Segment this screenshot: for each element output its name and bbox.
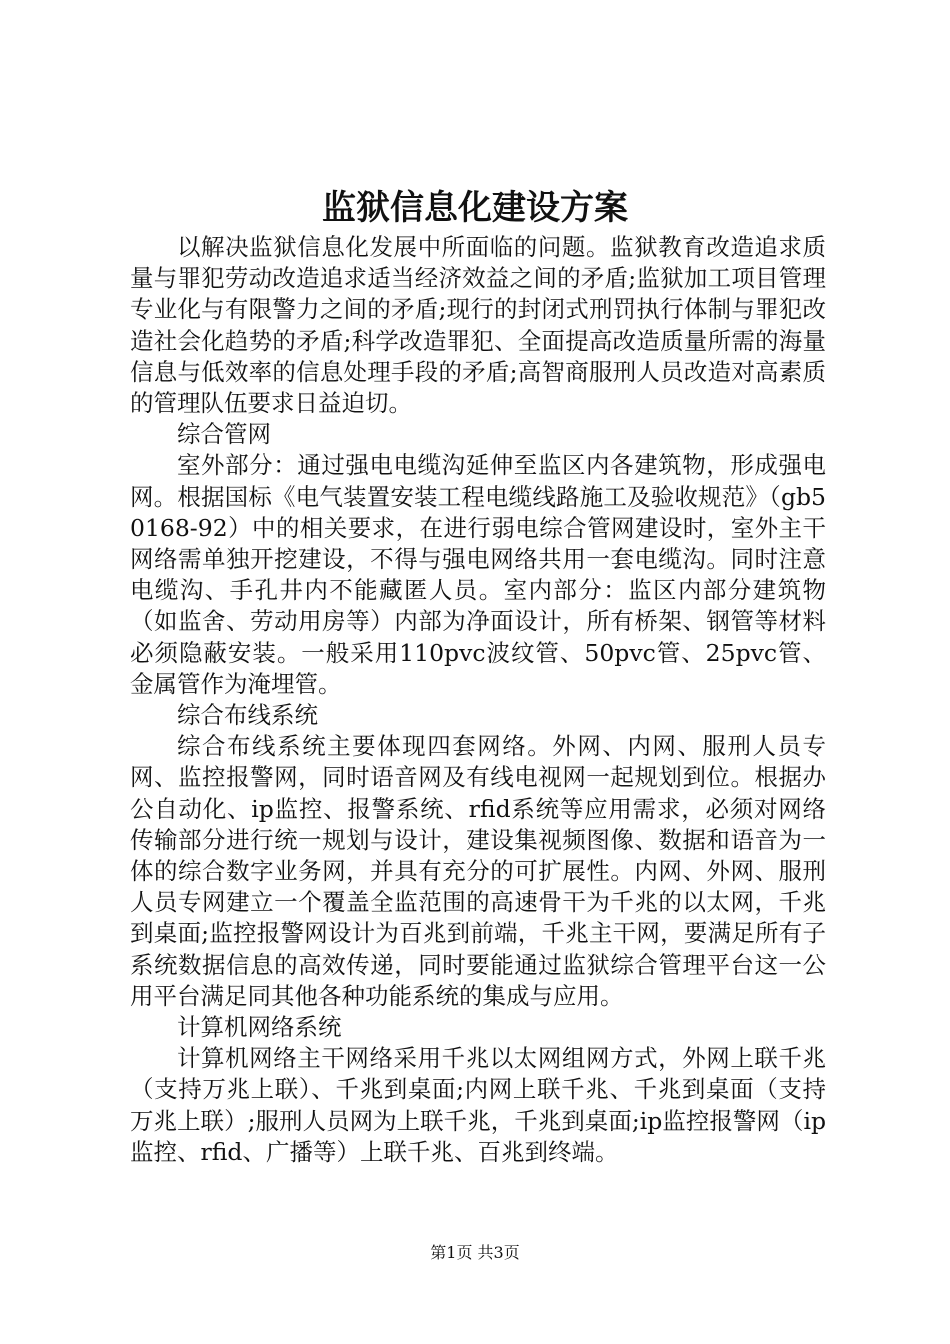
section-heading: 综合管网 [177, 420, 271, 449]
section-heading: 综合布线系统 [177, 701, 318, 730]
document-title: 监狱信息化建设方案 [322, 188, 628, 228]
body-paragraph: 以解决监狱信息化发展中所面临的问题。监狱教育改造追求质量与罪犯劳动改造追求适当经济效益之间的矛盾;监狱加工项目管理专业化与有限警力之间的矛盾;现行的封闭式刑罚执行体制与罪犯改造社会化趋势的矛盾;科学改造罪犯、全面提高改造质量所需的海量信息与低效率的信息处理手段的矛盾;高智商服刑人员改造对高素质的管理队伍要求日益迫切。 [130, 233, 826, 418]
page-number-footer: 第1页 共3页 [430, 1243, 520, 1262]
document-body [130, 232, 826, 1168]
body-paragraph: 室外部分：通过强电电缆沟延伸至监区内各建筑物，形成强电网。根据国标《电气装置安装工程电缆线路施工及验收规范》（gb50168-92）中的相关要求，在进行弱电综合管网建设时，室外主干网络需单独开挖建设，不得与强电网络共用一套电缆沟。同时注意电缆沟、手孔井内不能藏匿人员。室内部分：监区内部分建筑物（如监舍、劳动用房等）内部为净面设计，所有桥架、钢管等材料必须隐蔽安装。一般采用110pvc波纹管、50pvc管、25pvc管、金属管作为淹埋管。 [130, 451, 826, 698]
body-paragraph: 综合布线系统主要体现四套网络。外网、内网、服刑人员专网、监控报警网，同时语音网及有线电视网一起规划到位。根据办公自动化、ip监控、报警系统、rfid系统等应用需求，必须对网络传输部分进行统一规划与设计，建设集视频图像、数据和语音为一体的综合数字业务网，并具有充分的可扩展性。内网、外网、服刑人员专网建立一个覆盖全监范围的高速骨干为千兆的以太网，千兆到桌面;监控报警网设计为百兆到前端，千兆主干网，要满足所有子系统数据信息的高效传递，同时要能通过监狱综合管理平台这一公用平台满足同其他各种功能系统的集成与应用。 [130, 732, 826, 1010]
section-heading: 计算机网络系统 [177, 1013, 342, 1042]
body-paragraph: 计算机网络主干网络采用千兆以太网组网方式，外网上联千兆（支持万兆上联）、千兆到桌面;内网上联千兆、千兆到桌面（支持万兆上联）;服刑人员网为上联千兆，千兆到桌面;ip监控报警网（ip监控、rfid、广播等）上联千兆、百兆到终端。 [130, 1044, 826, 1166]
